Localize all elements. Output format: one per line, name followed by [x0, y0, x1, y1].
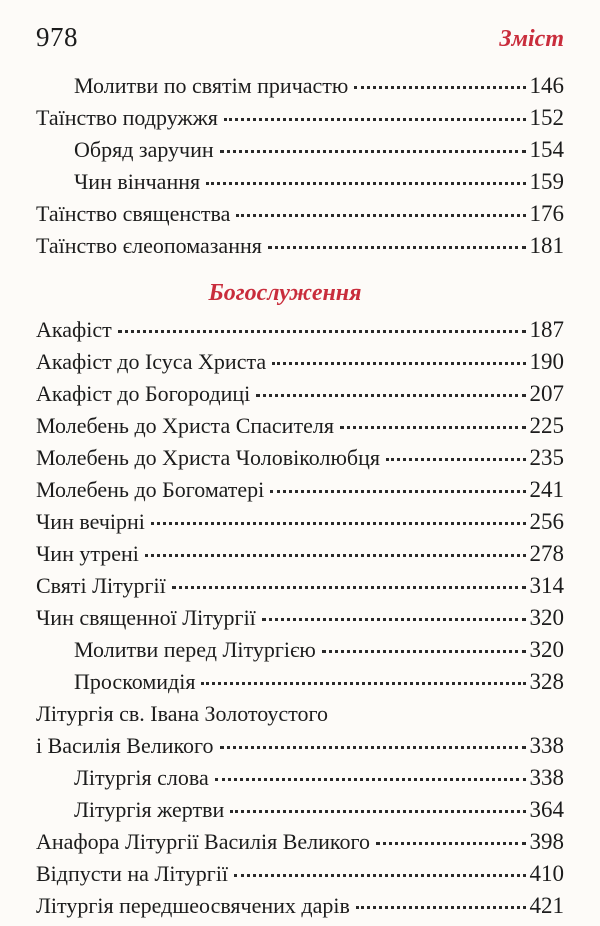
toc-entry-page: 364: [529, 797, 564, 822]
dot-leader: [376, 842, 526, 845]
toc-entry-page: 320: [529, 605, 564, 630]
toc-entry: [36, 378, 564, 410]
toc-entry-title: Акафіст: [36, 317, 112, 342]
toc-entry-title: Акафіст до Богородиці: [36, 381, 251, 406]
toc-entry-title: Молебень до Богоматері: [36, 477, 265, 502]
toc-entry-title: Літургія передшеосвячених дарів: [36, 893, 350, 918]
toc-entry: [36, 858, 564, 890]
toc-entry: [36, 346, 564, 378]
toc-entry: [36, 794, 564, 826]
dot-leader: [201, 682, 525, 685]
toc-entry-page: 159: [529, 169, 564, 194]
toc-main-list: [36, 314, 564, 922]
toc-entry: [36, 166, 564, 198]
toc-entry: [36, 314, 564, 346]
toc-entry-title: Молитви по святім причастю: [74, 73, 349, 98]
dot-leader: [151, 522, 526, 525]
toc-entry-title: Проскомидія: [74, 669, 196, 694]
toc-entry: [36, 70, 564, 102]
dot-leader: [256, 394, 525, 397]
toc-entry-title: Літургія св. Івана Золотоустого: [36, 701, 328, 726]
toc-entry-title: Акафіст до Ісуса Христа: [36, 349, 267, 374]
toc-entry: [36, 826, 564, 858]
toc-entry-page: 278: [529, 541, 564, 566]
toc-entry-page: 152: [529, 105, 564, 130]
toc-entry-page: 187: [529, 317, 564, 342]
toc-entry: [36, 890, 564, 922]
toc-entry-title: Молебень до Христа Чоловіколюбця: [36, 445, 380, 470]
toc-entry: [36, 634, 564, 666]
toc-entry-title: Таїнство священства: [36, 201, 231, 226]
toc-entry-page: 398: [529, 829, 564, 854]
toc-entry-page: 154: [529, 137, 564, 162]
toc-entry: [36, 698, 564, 730]
toc-entry: [36, 102, 564, 134]
dot-leader: [224, 118, 526, 121]
dot-leader: [220, 150, 526, 153]
toc-entry: [36, 134, 564, 166]
toc-entry: [36, 538, 564, 570]
dot-leader: [268, 246, 526, 249]
toc-entry-title: Святі Літургії: [36, 573, 166, 598]
toc-entry-title: Літургія жертви: [74, 797, 225, 822]
toc-entry-title: Таїнство єлеопомазання: [36, 233, 262, 258]
toc-entry-page: 190: [529, 349, 564, 374]
toc-entry-page: 338: [529, 733, 564, 758]
section-heading: Богослуження: [208, 280, 362, 306]
dot-leader: [356, 906, 526, 909]
toc-entry: [36, 442, 564, 474]
dot-leader: [234, 874, 525, 877]
toc-entry-page: 421: [529, 893, 564, 918]
toc-entry: [36, 570, 564, 602]
toc-entry: [36, 198, 564, 230]
toc-entry-page: 314: [529, 573, 564, 598]
toc-entry: [36, 474, 564, 506]
dot-leader: [172, 586, 526, 589]
toc-entry-page: 241: [529, 477, 564, 502]
toc-entry: [36, 602, 564, 634]
dot-leader: [262, 618, 526, 621]
dot-leader: [322, 650, 526, 653]
toc-entry-title: Молебень до Христа Спасителя: [36, 413, 334, 438]
toc-entry: [36, 730, 564, 762]
dot-leader: [206, 182, 525, 185]
toc-top-list: [36, 70, 564, 262]
toc-entry-title: і Василія Великого: [36, 733, 214, 758]
toc-entry-page: 176: [529, 201, 564, 226]
toc-entry: [36, 666, 564, 698]
table-of-contents: [36, 70, 564, 922]
dot-leader: [215, 778, 526, 781]
dot-leader: [354, 86, 525, 89]
toc-entry-page: 146: [529, 73, 564, 98]
toc-entry-title: Чин вінчання: [74, 169, 201, 194]
dot-leader: [386, 458, 526, 461]
page-number: 978: [36, 22, 78, 52]
toc-entry-page: 338: [529, 765, 564, 790]
toc-entry-page: 225: [529, 413, 564, 438]
toc-entry: [36, 230, 564, 262]
dot-leader: [270, 490, 525, 493]
dot-leader: [340, 426, 526, 429]
toc-entry-title: Таїнство подружжя: [36, 105, 218, 130]
toc-entry-page: 181: [529, 233, 564, 258]
toc-entry-page: 320: [529, 637, 564, 662]
dot-leader: [230, 810, 525, 813]
toc-entry-title: Анафора Літургії Василія Великого: [36, 829, 370, 854]
toc-entry: [36, 506, 564, 538]
dot-leader: [236, 214, 525, 217]
toc-entry-page: 235: [529, 445, 564, 470]
toc-entry-page: 256: [529, 509, 564, 534]
toc-entry-title: Літургія слова: [74, 765, 209, 790]
dot-leader: [145, 554, 526, 557]
toc-entry-title: Чин священної Літургії: [36, 605, 256, 630]
toc-entry-page: 207: [529, 381, 564, 406]
toc-entry-title: Чин утрені: [36, 541, 139, 566]
running-title: Зміст: [499, 26, 564, 52]
dot-leader: [220, 746, 526, 749]
toc-entry-title: Відпусти на Літургії: [36, 861, 229, 886]
toc-entry-title: Молитви перед Літургією: [74, 637, 316, 662]
toc-entry: [36, 762, 564, 794]
toc-entry-title: Чин вечірні: [36, 509, 145, 534]
toc-entry: [36, 410, 564, 442]
dot-leader: [272, 362, 525, 365]
dot-leader: [118, 330, 526, 333]
toc-entry-title: Обряд заручин: [74, 137, 214, 162]
toc-entry-page: 328: [529, 669, 564, 694]
toc-entry-page: 410: [529, 861, 564, 886]
